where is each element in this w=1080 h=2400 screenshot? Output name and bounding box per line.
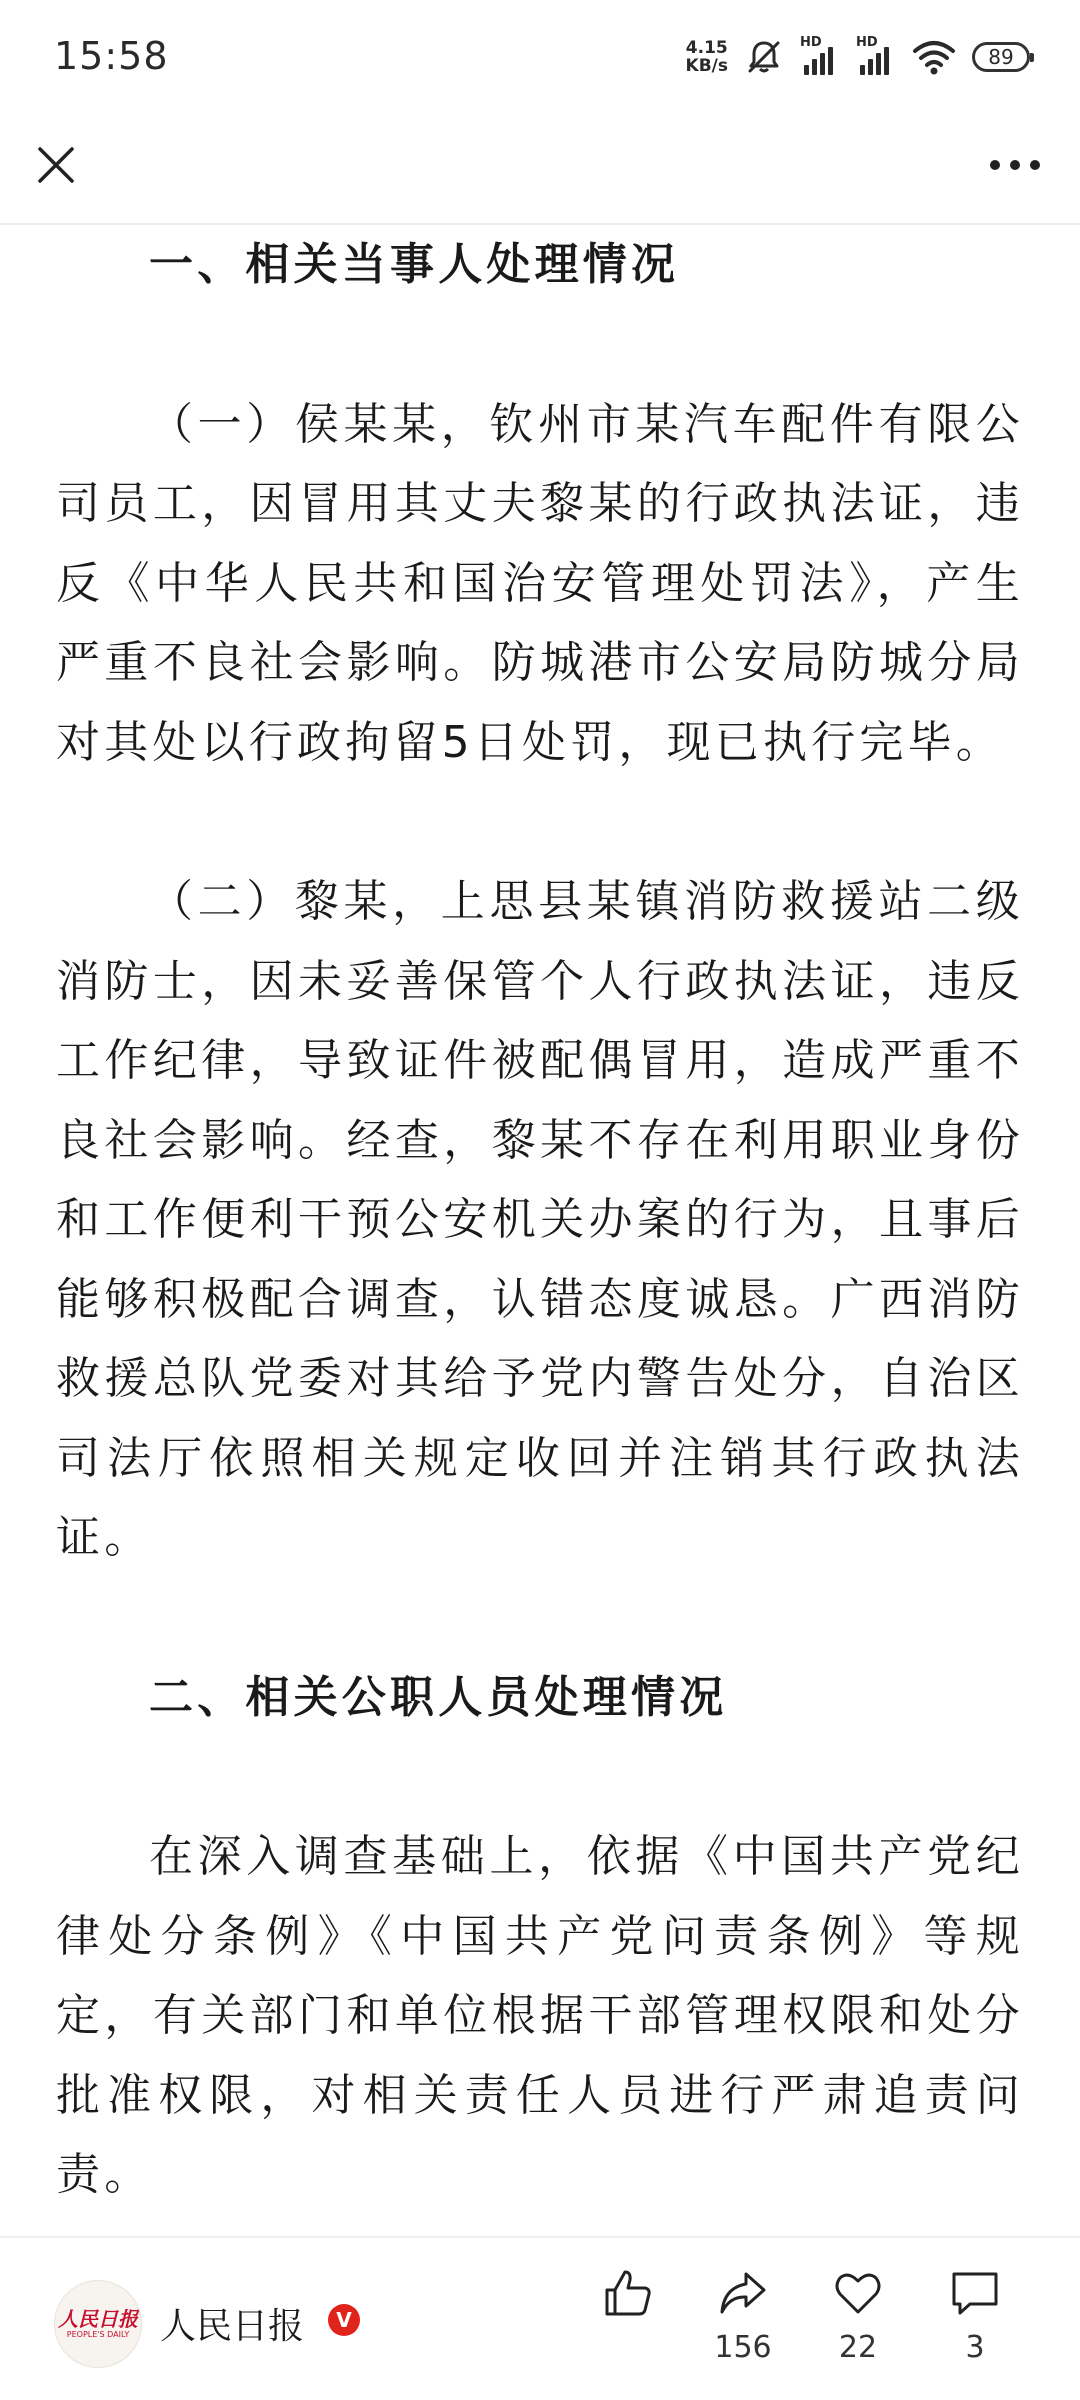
bottom-action-bar	[0, 2236, 1080, 2400]
network-speed-unit: KB/s	[685, 56, 728, 76]
heart-icon	[831, 2266, 885, 2320]
battery-icon	[972, 42, 1030, 72]
status-time: 15:58	[54, 34, 169, 78]
sim2-signal-icon	[856, 35, 896, 75]
paragraph-2: （二）黎某，上思县某镇消防救援站二级消防士，因未妥善保管个人行政执法证，违反工作纪律，导致证件被配偶冒用，造成严重不良社会影响。经查，黎某不存在利用职业身份和工作便利干预公安机关办案的行为，且事后能够积极配合调查，认错态度诚恳。广西消防救援总队党委对其给予党内警告处分，自治区司法厅依照相关规定收回并注销其行政执法证。	[56, 876, 1024, 1563]
comment-count: 3	[965, 2330, 985, 2365]
network-speed	[686, 39, 728, 75]
section-heading-1: 一、相关当事人处理情况	[149, 239, 680, 290]
source-logo-text: 人民日报	[58, 2307, 138, 2331]
source-logo[interactable]	[54, 2280, 142, 2368]
mute-icon	[744, 37, 784, 77]
status-bar	[0, 0, 1080, 115]
battery-level: 89	[988, 45, 1014, 69]
sim1-hd-label: HD	[800, 35, 822, 50]
source-logo-subtext: PEOPLE'S DAILY	[66, 2330, 130, 2339]
section-heading-2: 二、相关公职人员处理情况	[149, 1671, 728, 1723]
thumbs-up-icon	[601, 2266, 655, 2320]
sim2-hd-label: HD	[856, 35, 878, 50]
paragraph-3: 在深入调查基础上，依据《中国共产党纪律处分条例》《中国共产党问责条例》等规定，有关部门和单位根据干部管理权限和处分批准权限，对相关责任人员进行严肃追责问责。	[56, 1831, 1024, 2200]
verified-badge: V	[328, 2304, 360, 2336]
status-icons	[686, 32, 1030, 82]
comment-button[interactable]	[925, 2266, 1025, 2365]
sim1-signal-icon	[800, 35, 840, 75]
more-button[interactable]	[980, 135, 1050, 195]
share-count: 156	[714, 2330, 772, 2365]
close-button[interactable]	[26, 135, 86, 195]
source-name[interactable]: 人民日报	[160, 2306, 305, 2347]
share-button[interactable]	[693, 2266, 793, 2365]
network-speed-value: 4.15	[685, 38, 728, 58]
paragraph-1: （一）侯某某，钦州市某汽车配件有限公司员工，因冒用其丈夫黎某的行政执法证，违反《中华人民共和国治安管理处罚法》，产生严重不良社会影响。防城港市公安局防城分局对其处以行政拘留5日处罚，现已执行完毕。	[56, 398, 1024, 768]
more-icon	[989, 159, 1041, 171]
wifi-icon	[912, 39, 956, 75]
article-body	[56, 225, 1024, 2235]
close-icon	[36, 145, 76, 185]
top-nav	[0, 115, 1080, 225]
favorite-count: 22	[838, 2330, 878, 2365]
comment-bubble-icon	[948, 2266, 1002, 2320]
favorite-button[interactable]	[808, 2266, 908, 2365]
share-arrow-icon	[716, 2266, 770, 2320]
like-button[interactable]	[578, 2266, 678, 2330]
